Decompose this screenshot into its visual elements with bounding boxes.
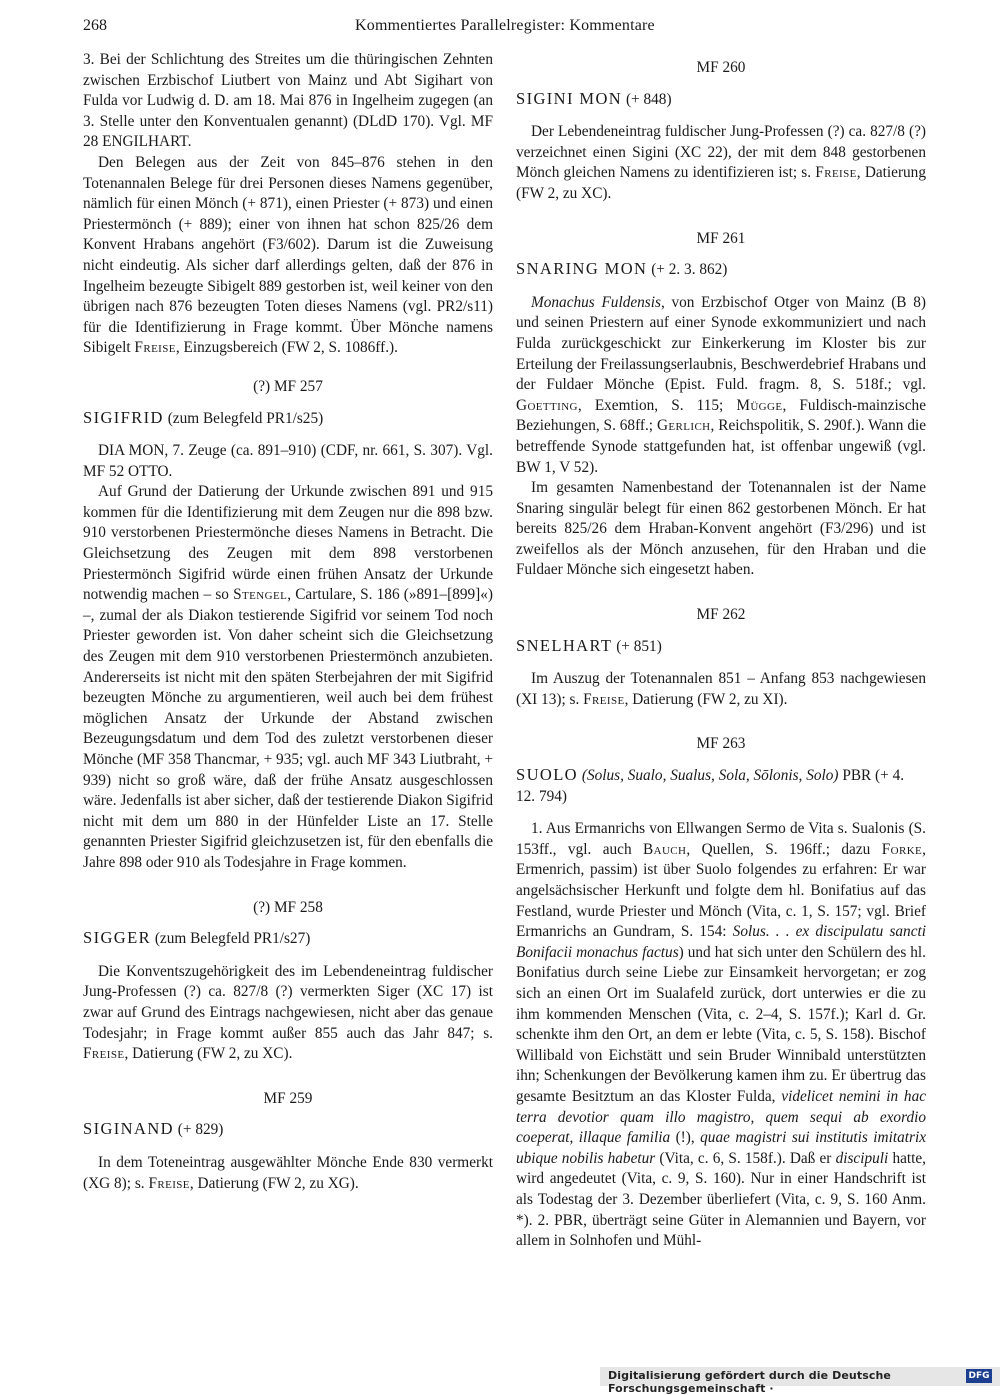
entry-number: MF 262 bbox=[696, 606, 746, 624]
paragraph: 3. Bei der Schlichtung des Streites um die thüringischen Zehnten zwischen Erzbischof Liutbert von Mainz und Abt Sigihart von Fulda vor Ludwig d. D. am 18. Mai 876 in Ingelheim zugegen (an 3. Stelle unter den Konventualen genannt) (DLdD 170). Vgl. MF 28 ENGILHART. bbox=[83, 51, 493, 151]
paragraph: 1. Aus Ermanrichs von Ellwangen Sermo de Vita s. Sualonis (S. 153ff., vgl. auch Bauch, Quellen, S. 196ff.; dazu Forke, Ermenrich, passim) ist über Suolo folgendes zu erfahren: Er war angelsächsischer Herkunft und folgte dem hl. Bonifatius auf das Festland, wurde Priester und Mönch (Vita, c. 1, S. 157; vgl. Brief Ermanrichs an Gundram, S. 154: Solus. . . ex discipulatu sancti Bonifacii monachus factus) und hat sich unter den Schülern des hl. Bonifatius durch seine Liebe zur Einsamkeit hervorgetan; er zog sich an einen Ort im Sualafeld zurück, dort unterwies er die zu ihm kommenden Menschen (Vita, c. 2–4, S. 157f.); Karl d. Gr. schenkte ihm den Ort, an dem er lebte (Vita, c. 5, S. 158). Bischof Willibald von Eichstätt und sein Bruder Winnibald unterstützten ihn; Schenkungen der Bevölkerung kamen ihm zu. Er übertrug das gesamte Besitztum an das Kloster Fulda, videlicet nemini in hac terra devotior quam illo magistro, quem sequi ab exordio coeperat, illaque familia (!), quae magistri sui institutis imitatrix ubique nobilis habetur (Vita, c. 6, S. 158f.). Daß er discipuli hatte, wird angedeutet (Vita, c. 9, S. 160). Nur in einer Handschrift ist als Todestag der 3. Dezember überliefert (Vita, c. 9, S. 160 Anm. *). 2. PBR, überträgt seine Güter in Alemannien und Bayern, vor allem in Solnhofen und Mühl- bbox=[516, 820, 927, 1250]
paragraph: DIA MON, 7. Zeuge (ca. 891–910) (CDF, nr. 661, S. 307). Vgl. MF 52 OTTO. bbox=[83, 442, 493, 480]
entry-heading: SNELHART (+ 851) bbox=[516, 635, 662, 655]
entry-number: MF 260 bbox=[696, 59, 746, 76]
running-head: Kommentiertes Parallelregister: Kommentare bbox=[355, 17, 655, 34]
entry-heading: SUOLO (Solus, Sualo, Sualus, Sola, Sōlonis, Solo) PBR (+ 4. 12. 794) bbox=[516, 765, 905, 805]
entry-heading: SIGINAND (+ 829) bbox=[83, 1119, 224, 1139]
page-number: 268 bbox=[83, 17, 107, 34]
paragraph: Auf Grund der Datierung der Urkunde zwischen 891 und 915 kommen für die Identifizierung mit dem Zeugen nur die 898 bzw. 910 verstorbenen Priestermönche dieses Namens in Betracht. Die Gleichsetzung des Zeugen mit dem 898 verstorbenen Priestermönch Sigifrid würde einen frühen Ansatz der Urkunde notwendig machen – so Stengel, Cartulare, S. 186 (»891–[899]«) –, zumal der als Diakon testierende Sigifrid vor seinem Tod noch Priester geworden ist. Von daher scheint sich die Gleichsetzung des Zeugen mit dem 910 verstorbenen Priestermönch anzubieten. Andererseits ist nicht mit den späten Sterbejahren der mit Sigifrid bezeugten Mönche zu argumentieren, weil auch bei dem frühest möglichen Ansatz der Urkunde der Abstand zwischen Bezeugungsdatum und dem Tod des zuletzt verstorbenen dieser Mönche (MF 358 Thancmar, + 935; vgl. auch MF 343 Liutbraht, + 939) nicht so groß wäre, daß der frühe Ansatz ausgeschlossen wäre. Jedenfalls ist aber sicher, daß der testierende Diakon Sigifrid nicht mit dem um 880 in der Hünfelder Liste an 17. Stelle genannten Priester Sigifrid gleichzusetzen ist, für den ebenfalls die Jahre 898 oder 910 als Todesjahre in Frage kommen. bbox=[83, 483, 493, 871]
dfg-logo: DFG bbox=[966, 1369, 992, 1383]
entry-number: (?) MF 258 bbox=[253, 898, 323, 916]
entry-heading: SNARING MON (+ 2. 3. 862) bbox=[516, 259, 728, 279]
right-column bbox=[516, 50, 926, 1252]
paragraph: Den Belegen aus der Zeit von 845–876 stehen in den Totenannalen Belege für drei Personen dieses Namens gegenüber, nämlich für einen Mönch (+ 871), einen Priester (+ 873) und einen Priestermönch (+ 889); einer von ihnen hat schon 825/26 dem Konvent Hrabans angehört (F3/602). Darum ist die Zuweisung nicht eindeutig. Als sicher darf allerdings gelten, daß der 876 in Ingelheim bezeugte Sibigelt 889 gestorben ist, weil keiner von den übrigen nach 876 bezeugten Toten dieses Namens (vgl. PR2/s11) für die Identifizierung in Frage kommt. Über Mönche namens Sibigelt Freise, Einzugsbereich (FW 2, S. 1086ff.). bbox=[83, 153, 493, 357]
paragraph: Die Konventszugehörigkeit des im Lebendeneintrag fuldischer Jung-Professen (?) ca. 827/8 (?) vermerkten Siger (XC 17) ist zwar auf Grund des Eintrags nachgewiesen, nicht aber das genaue Todesjahr; in Frage kommt außer 855 auch das Jahr 847; s. Freise, Datierung (FW 2, zu XC). bbox=[83, 962, 493, 1063]
footer-credit: Digitalisierung gefördert durch die Deutsche Forschungsgemeinschaft · bbox=[608, 1369, 891, 1395]
entry-heading: SIGIFRID (zum Belegfeld PR1/s25) bbox=[83, 407, 324, 427]
paragraph: Im gesamten Namenbestand der Totenannalen ist der Name Snaring singulär belegt für einen 862 gestorbenen Mönch. Er hat bereits 825/26 dem Hraban-Konvent angehört (F3/296) und ist zweifellos als der Mönch anzusehen, für den Hraban und die Fuldaer Mönche sich eingesetzt haben. bbox=[516, 479, 926, 579]
entry-number: (?) MF 257 bbox=[253, 377, 323, 395]
entry-number: MF 259 bbox=[263, 1089, 313, 1107]
paragraph: In dem Toteneintrag ausgewählter Mönche Ende 830 vermerkt (XG 8); s. Freise, Datierung (FW 2, zu XG). bbox=[83, 1153, 493, 1192]
entry-heading: SIGINI MON (+ 848) bbox=[516, 88, 672, 108]
left-column bbox=[83, 50, 493, 1194]
paragraph: Der Lebendeneintrag fuldischer Jung-Professen (?) ca. 827/8 (?) verzeichnet einen Sigini (XC 22), der mit dem 848 gestorbenen Mönch gleichen Namens zu identifizieren ist; s. Freise, Datierung (FW 2, zu XC). bbox=[516, 123, 926, 202]
paragraph: Monachus Fuldensis, von Erzbischof Otger von Mainz (B 8) und seinen Priestern auf einer Synode exkommuniziert und nach Fulda zurückgeschickt zur Einkerkerung im Kloster bis zur Erteilung der Freilassungserlaubnis, Beschwerdebrief Hrabans und der Fuldaer Mönche (Epist. Fuld. fragm. 8, S. 518f.; vgl. Goetting, Exemtion, S. 115; Mügge, Fuldisch-mainzische Beziehungen, S. 68ff.; Gerlich, Reichspolitik, S. 290f.). Wann die betreffende Synode stattgefunden hat, ist offenbar ungewiß (vgl. BW 1, V 52). bbox=[516, 293, 927, 476]
entry-number: MF 263 bbox=[696, 735, 746, 753]
paragraph: Im Auszug der Totenannalen 851 – Anfang 853 nachgewiesen (XI 13); s. Freise, Datierung (FW 2, zu XI). bbox=[516, 670, 926, 708]
entry-number: MF 261 bbox=[696, 229, 746, 247]
entry-heading: SIGGER (zum Belegfeld PR1/s27) bbox=[83, 928, 311, 948]
